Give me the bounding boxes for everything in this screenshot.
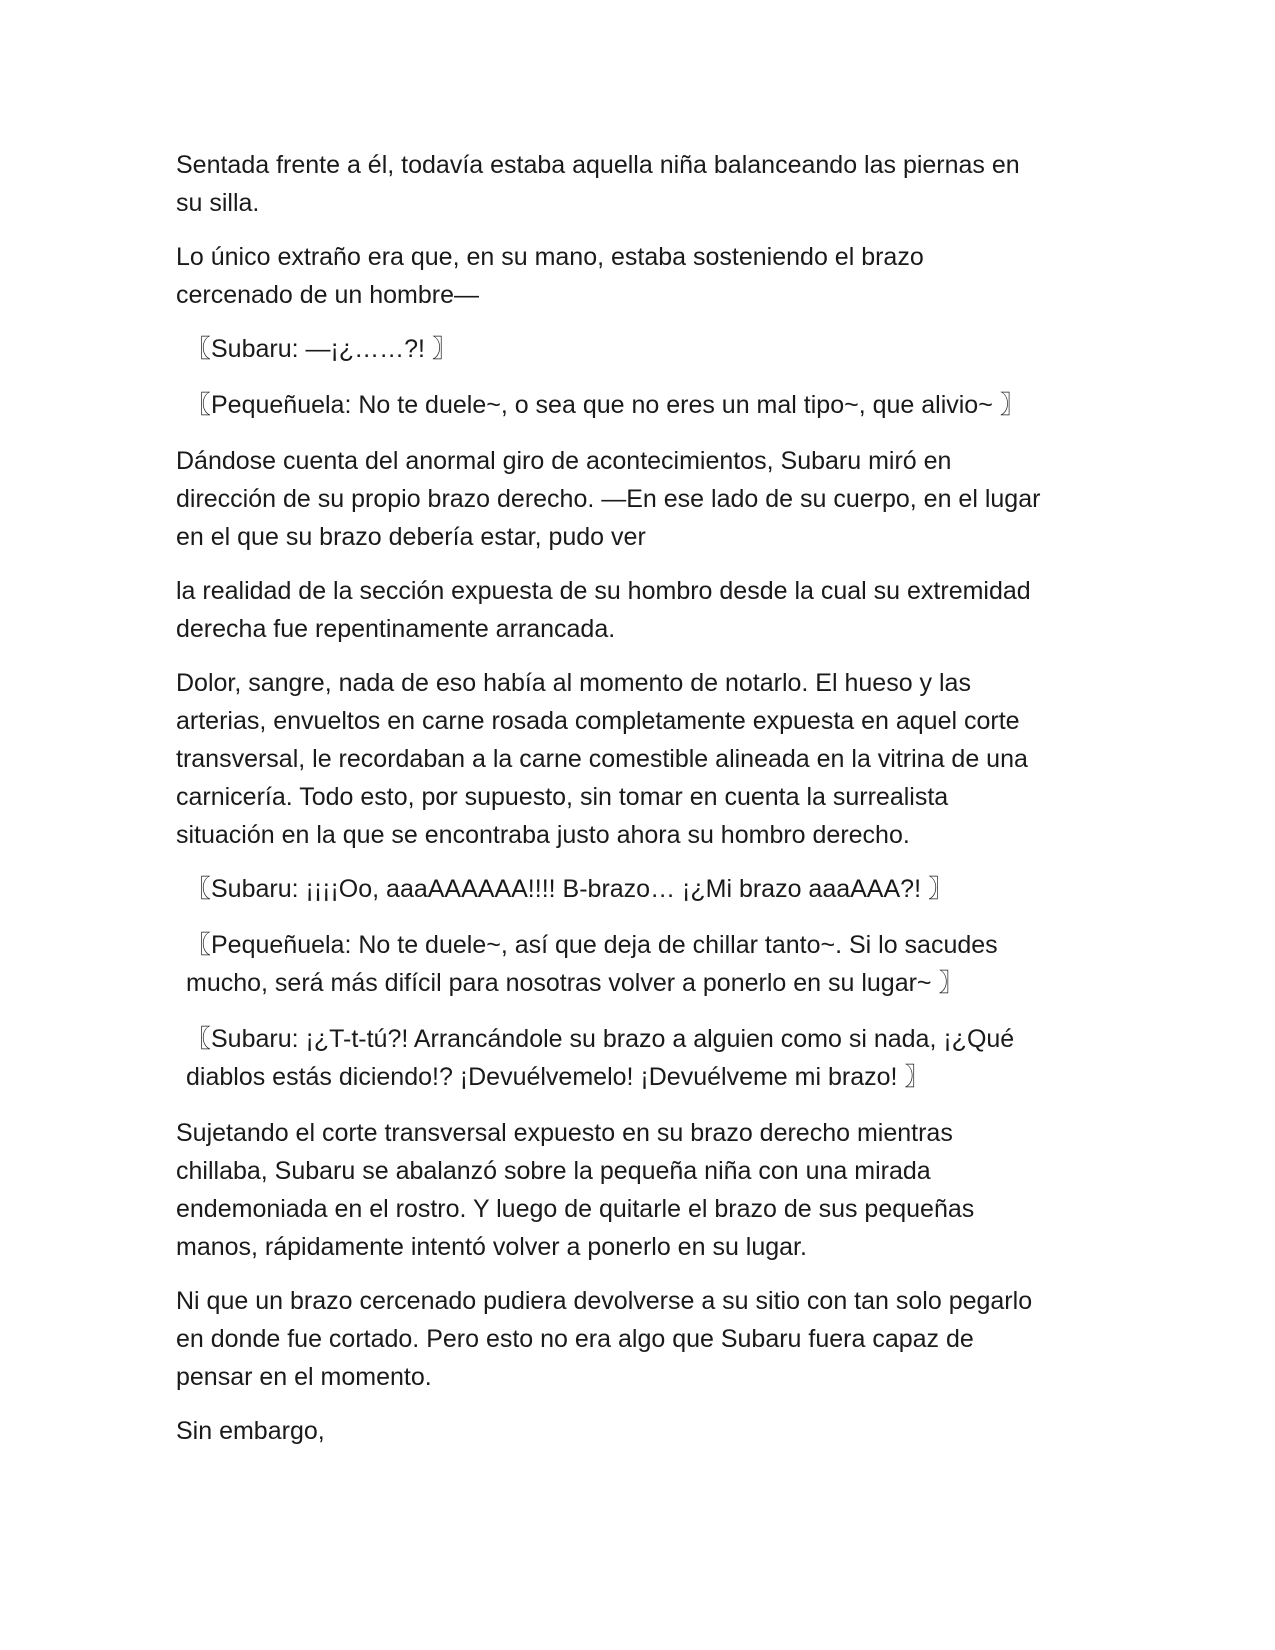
dialog-pequenuela-2 xyxy=(176,926,1096,1002)
text-line: Sin embargo, xyxy=(176,1417,325,1445)
text-line: diablos estás diciendo!? ¡Devuélvemelo! ¡Devuélveme mi brazo! 〗 xyxy=(186,1063,930,1091)
document-body xyxy=(176,146,1096,1466)
text-line: mucho, será más difícil para nosotras volver a ponerlo en su lugar~ 〗 xyxy=(186,969,964,997)
text-line: Ni que un brazo cercenado pudiera devolverse a su sitio con tan solo pegarlo xyxy=(176,1287,1033,1315)
paragraph-3 xyxy=(176,442,1096,556)
text-line: su silla. xyxy=(176,189,260,217)
text-line: Dándose cuenta del anormal giro de acontecimientos, Subaru miró en xyxy=(176,447,952,475)
text-line: 〖Subaru: —¡¿……?! 〗 xyxy=(186,335,457,363)
text-line: Dolor, sangre, nada de eso había al momento de notarlo. El hueso y las xyxy=(176,669,971,697)
text-line: arterias, envueltos en carne rosada completamente expuesta en aquel corte xyxy=(176,707,1020,735)
text-line: 〖Subaru: ¡¡¡¡Oo, aaaAAAAAA!!!! B-brazo… ¡¿Mi brazo aaaAAA?! 〗 xyxy=(186,875,953,903)
paragraph-5 xyxy=(176,664,1096,854)
text-line: en donde fue cortado. Pero esto no era algo que Subaru fuera capaz de xyxy=(176,1325,974,1353)
dialog-subaru-3 xyxy=(176,1020,1096,1096)
text-line: derecha fue repentinamente arrancada. xyxy=(176,615,616,643)
paragraph-8 xyxy=(176,1412,1096,1450)
text-line: transversal, le recordaban a la carne comestible alineada en la vitrina de una xyxy=(176,745,1028,773)
text-line: Lo único extraño era que, en su mano, estaba sosteniendo el brazo xyxy=(176,243,924,271)
text-line: chillaba, Subaru se abalanzó sobre la pequeña niña con una mirada xyxy=(176,1157,931,1185)
text-line: Sentada frente a él, todavía estaba aquella niña balanceando las piernas en xyxy=(176,151,1020,179)
paragraph-7 xyxy=(176,1282,1096,1396)
paragraph-2 xyxy=(176,238,1096,314)
text-line: Sujetando el corte transversal expuesto en su brazo derecho mientras xyxy=(176,1119,953,1147)
text-line: 〖Pequeñuela: No te duele~, o sea que no eres un mal tipo~, que alivio~ 〗 xyxy=(186,391,1025,419)
dialog-subaru-1 xyxy=(176,330,1096,368)
text-line: situación en la que se encontraba justo ahora su hombro derecho. xyxy=(176,821,910,849)
text-line: la realidad de la sección expuesta de su hombro desde la cual su extremidad xyxy=(176,577,1031,605)
text-line: dirección de su propio brazo derecho. —En ese lado de su cuerpo, en el lugar xyxy=(176,485,1041,513)
text-line: pensar en el momento. xyxy=(176,1363,432,1391)
paragraph-1 xyxy=(176,146,1096,222)
text-line: manos, rápidamente intentó volver a ponerlo en su lugar. xyxy=(176,1233,807,1261)
text-line: endemoniada en el rostro. Y luego de quitarle el brazo de sus pequeñas xyxy=(176,1195,975,1223)
dialog-pequenuela-1 xyxy=(176,386,1096,424)
dialog-subaru-2 xyxy=(176,870,1096,908)
paragraph-6 xyxy=(176,1114,1096,1266)
text-line: 〖Pequeñuela: No te duele~, así que deja de chillar tanto~. Si lo sacudes xyxy=(186,931,998,959)
text-line: cercenado de un hombre— xyxy=(176,281,479,309)
text-line: carnicería. Todo esto, por supuesto, sin tomar en cuenta la surrealista xyxy=(176,783,949,811)
paragraph-4 xyxy=(176,572,1096,648)
text-line: 〖Subaru: ¡¿T-t-tú?! Arrancándole su brazo a alguien como si nada, ¡¿Qué xyxy=(186,1025,1015,1053)
text-line: en el que su brazo debería estar, pudo ver xyxy=(176,523,646,551)
